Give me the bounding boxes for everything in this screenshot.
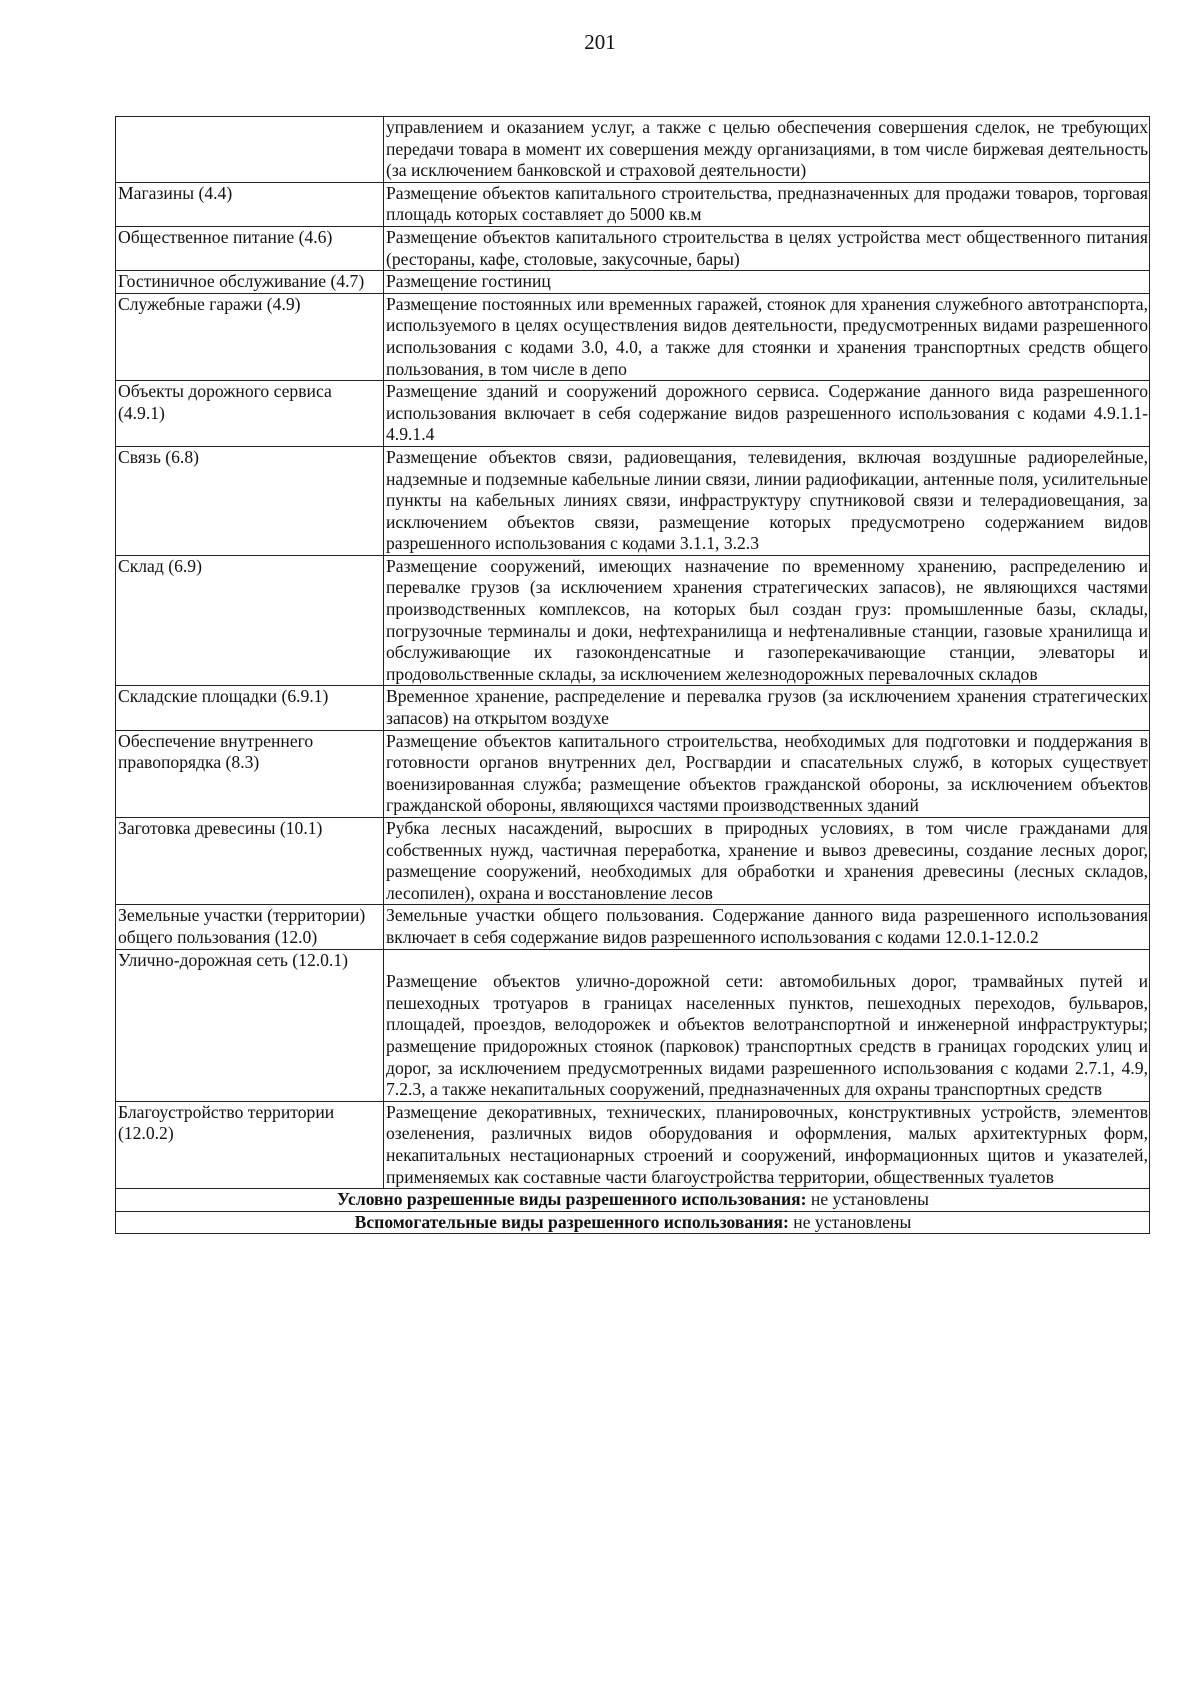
table-row [116, 686, 1150, 730]
use-description-cell: Рубка лесных насаждений, выросших в природных условиях, в том числе гражданами для собственных нужд, частичная переработка, хранение и вывоз древесины, создание лесных дорог, размещение сооружений, необходимых для обработки и хранения древесины (лесных складов, лесопилен), охрана и восстановление лесов [384, 818, 1150, 905]
section-row-auxiliary [116, 1211, 1150, 1234]
page-number: 201 [584, 30, 616, 54]
use-name-cell: Заготовка древесины (10.1) [116, 818, 384, 905]
use-description-cell: Размещение объектов капитального строительства, необходимых для подготовки и поддержания в готовности органов внутренних дел, Росгвардии и спасательных служб, в которых существует военизированная служба; размещение объектов гражданской обороны, за исключением объектов гражданской обороны, являющихся частями производственных зданий [384, 730, 1150, 817]
table-row [116, 293, 1150, 380]
use-description-cell: Земельные участки общего пользования. Содержание данного вида разрешенного использования включает в себя содержание видов разрешенного использования с кодами 12.0.1-12.0.2 [384, 905, 1150, 949]
use-description-cell: Размещение объектов капитального строительства в целях устройства мест общественного питания (рестораны, кафе, столовые, закусочные, бары) [384, 226, 1150, 270]
use-description-cell: Размещение декоративных, технических, планировочных, конструктивных устройств, элементов озеленения, различных видов оборудования и оформления, малых архитектурных форм, некапитальных нестационарных строений и сооружений, информационных щитов и указателей, применяемых как составные части благоустройства территории, общественных туалетов [384, 1101, 1150, 1188]
use-name-cell: Благоустройство территории (12.0.2) [116, 1101, 384, 1188]
use-description-cell: Размещение объектов капитального строительства, предназначенных для продажи товаров, торговая площадь которых составляет до 5000 кв.м [384, 182, 1150, 226]
table-row [116, 271, 1150, 294]
table-row [116, 381, 1150, 447]
section-row-conditional [116, 1189, 1150, 1212]
use-description-cell: Размещение сооружений, имеющих назначение по временному хранению, распределению и перевалке грузов (за исключением хранения стратегических запасов), не являющихся частями производственных комплексов, на которых был создан груз: промышленные базы, склады, погрузочные терминалы и доки, нефтехранилища и нефтеналивные станции, газовые хранилища и обслуживающие их газоконденсатные и газоперекачивающие станции, элеваторы и продовольственные склады, за исключением железнодорожных перевалочных складов [384, 555, 1150, 686]
table-row [116, 182, 1150, 226]
use-name-cell [116, 117, 384, 183]
table-row [116, 117, 1150, 183]
use-name-cell: Служебные гаражи (4.9) [116, 293, 384, 380]
use-name-cell: Объекты дорожного сервиса (4.9.1) [116, 381, 384, 447]
use-name-cell: Улично-дорожная сеть (12.0.1) [116, 949, 384, 1101]
table-row [116, 905, 1150, 949]
auxiliary-uses-label: Вспомогательные виды разрешенного использования: [354, 1211, 789, 1232]
use-name-cell: Земельные участки (территории) общего пользования (12.0) [116, 905, 384, 949]
table-row [116, 949, 1150, 1101]
table-row [116, 1101, 1150, 1188]
use-name-cell: Склад (6.9) [116, 555, 384, 686]
use-name-cell: Общественное питание (4.6) [116, 226, 384, 270]
use-name-cell: Магазины (4.4) [116, 182, 384, 226]
table-row [116, 555, 1150, 686]
auxiliary-uses-value: не установлены [793, 1211, 912, 1232]
use-name-cell: Обеспечение внутреннего правопорядка (8.3) [116, 730, 384, 817]
conditional-uses-cell [116, 1189, 1150, 1212]
table-row [116, 730, 1150, 817]
use-description-cell: Размещение объектов связи, радиовещания, телевидения, включая воздушные радиорелейные, надземные и подземные кабельные линии связи, линии радиофикации, антенные поля, усилительные пункты на кабельных линиях связи, инфраструктуру спутниковой связи и телерадиовещания, за исключением объектов связи, размещение которых предусмотрено содержанием видов разрешенного использования с кодами 3.1.1, 3.2.3 [384, 446, 1150, 555]
table-row [116, 818, 1150, 905]
use-name-cell: Гостиничное обслуживание (4.7) [116, 271, 384, 294]
use-description-cell: Размещение постоянных или временных гаражей, стоянок для хранения служебного автотранспорта, используемого в целях осуществления видов деятельности, предусмотренных видами разрешенного использования с кодами 3.0, 4.0, а также для стоянки и хранения транспортных средств общего пользования, в том числе в депо [384, 293, 1150, 380]
use-description-cell: Размещение объектов улично-дорожной сети: автомобильных дорог, трамвайных путей и пешеходных тротуаров в границах населенных пунктов, пешеходных переходов, бульваров, площадей, проездов, велодорожек и объектов велотранспортной и инженерной инфраструктуры; размещение придорожных стоянок (парковок) транспортных средств в границах городских улиц и дорог, за исключением предусмотренных видами разрешенного использования с кодами 2.7.1, 4.9, 7.2.3, а также некапитальных сооружений, предназначенных для охраны транспортных средств [384, 949, 1150, 1101]
use-description-cell: Размещение зданий и сооружений дорожного сервиса. Содержание данного вида разрешенного использования включает в себя содержание видов разрешенного использования с кодами 4.9.1.1-4.9.1.4 [384, 381, 1150, 447]
conditional-uses-label: Условно разрешенные виды разрешенного использования: [337, 1189, 807, 1210]
conditional-uses-value: не установлены [810, 1189, 929, 1210]
table-row [116, 446, 1150, 555]
use-description-cell: Размещение гостиниц [384, 271, 1150, 294]
land-use-table [115, 116, 1150, 1234]
use-description-cell: Временное хранение, распределение и перевалка грузов (за исключением хранения стратегических запасов) на открытом воздухе [384, 686, 1150, 730]
table-row [116, 226, 1150, 270]
auxiliary-uses-cell [116, 1211, 1150, 1234]
use-name-cell: Связь (6.8) [116, 446, 384, 555]
use-description-cell: управлением и оказанием услуг, а также с целью обеспечения совершения сделок, не требующих передачи товара в момент их совершения между организациями, в том числе биржевая деятельность (за исключением банковской и страховой деятельности) [384, 117, 1150, 183]
use-name-cell: Складские площадки (6.9.1) [116, 686, 384, 730]
